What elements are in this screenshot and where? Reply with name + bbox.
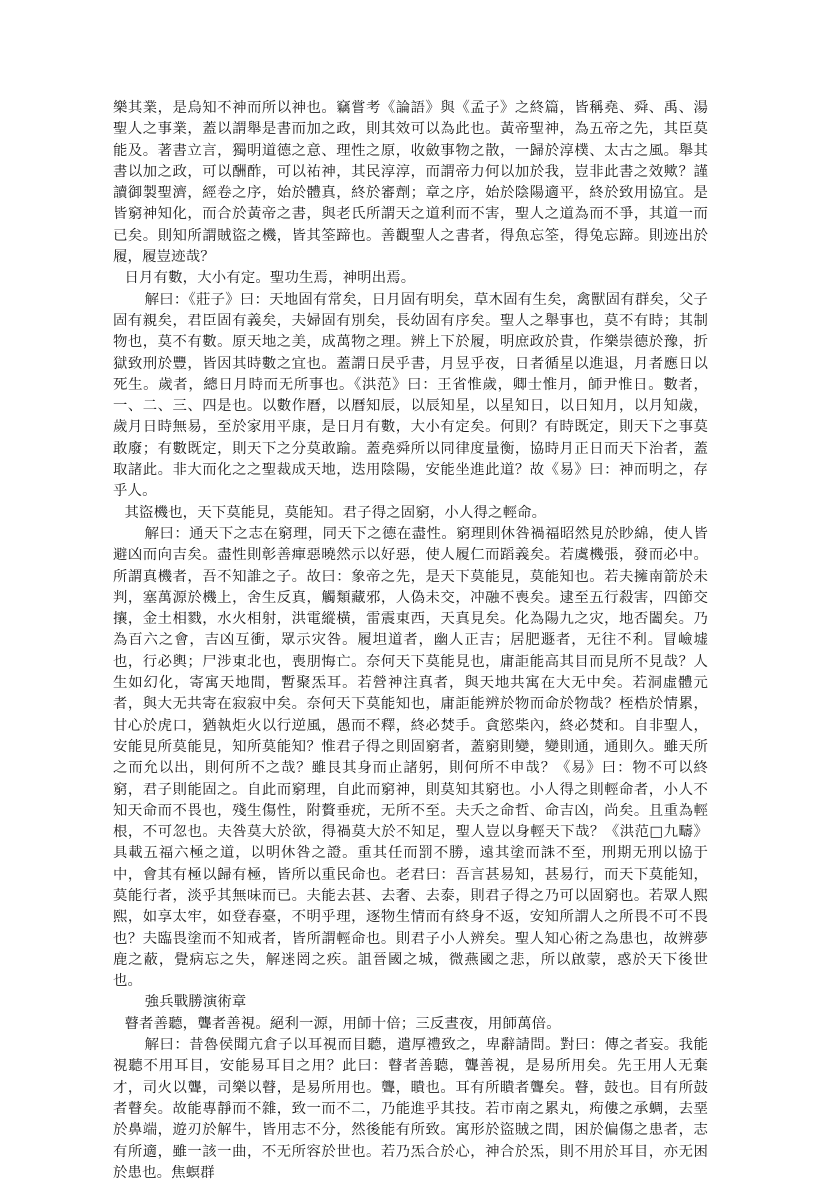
- commentary-stealing-mechanism: 解曰：通天下之志在窮理，同天下之德在盡性。窮理則休咎禍福昭然見於眇綿，使人皆避凶而向吉矣。盡性則彰善癉惡曉然示以好惡，使人履仁而蹈義矣。若虞機張，發而必中。所謂真機者，吾不知誰之子。故曰：象帝之先，是天下莫能見，莫能知也。若夫擁南箭於未判，塞萬源於機上，舍生反真，觸類藏邪，人偽未交，冲融不喪矣。逮至五行殺害，四節交攘，金土相戮，水火相射，洪電縱橫，雷震東西，天真見矣。化為陽九之灾，地否闔矣。乃為百六之會，吉凶互衝，眾示灾咎。履坦道者，幽人正吉；居肥遯者，无往不利。冒嶮墟也，行必輿；尸涉東北也，喪朋悔亡。奈何天下莫能見也，庸詎能高其目而見所不見哉？人生如幻化，寄寓天地間，暫聚炁耳。若營神注真者，與天地共寓在大无中矣。若洞虛體元者，與大无共寄在寂寂中矣。奈何天下莫能知也，庸詎能辨於物而命於物哉？桎梏於情累，甘心於虎口，猶執炬火以行逆風，愚而不釋，終必焚手。貪慾柴內，終必焚和。自非聖人，安能見所莫能見，知所莫能知？惟君子得之則固窮者，蓋窮則變，變則通，通則久。雖天所之而允以出，則何所不之哉？雖艮其身而止諸躬，則何所不申哉？《易》曰：物不可以終窮，君子則能固之。自此而窮理，自此而窮神，則莫知其窮也。小人得之則輕命者，小人不知天命而不畏也，殘生傷性，附贅垂疣，无所不至。夫夭之命哲、命吉凶，尚矣。且重為輕根，不可忽也。夫咎莫大於欲，得禍莫大於不知足，聖人豈以身輕天下哉？《洪范□九疇》具載五福六極之道，以明休咎之證。重其任而罰不勝，遠其塗而誅不至，刑期无刑以協于中，會其有極以歸有極，皆所以重民命也。老君曰：吾言甚易知，甚易行，而天下莫能知，莫能行者，淡乎其無味而已。夫能去甚、去奢、去泰，則君子得之乃可以固窮也。若眾人熙熙，如享太牢，如登春臺，不明乎理，逐物生情而有終身不返，安知所謂人之所畏不可不畏也？夫臨畏塗而不知戒者，皆所謂輕命也。則君子小人辨矣。聖人知心術之為患也，故辨夢鹿之蔽，覺病忘之失，解迷罔之疾。詛晉國之城，微燕國之悲，所以啟蒙，惑於天下後世也。: [113, 525, 708, 990]
- scripture-verse-blind-deaf: 瞽者善聽，聾者善視。絕利一源，用師十倍；三反晝夜，用師萬倍。: [124, 1015, 561, 1032]
- paragraph-intro: 樂其業，是烏知不神而所以神也。竊嘗考《論語》與《孟子》之終篇，皆稱堯、舜、禹、湯聖人之事業，蓋以謂舉是書而加之政，則其效可以為此也。黃帝聖神，為五帝之先，其臣莫能及。著書立言，獨明道德之意、理性之原，收斂事物之散，一歸於淳樸、太古之風。舉其書以加之政，可以酬酢，可以祐神，其民淳淳，而謂帝力何以加於我，豈非此書之效歟？謹讀御製聖濟，經卷之序，始於體真，終於審劑；章之序，始於陰陽適平，終於致用協宜。是皆窮神知化，而合於黃帝之書，與老氏所謂天之道利而不害，聖人之道為而不爭，其道一而已矣。則知所謂賊盜之機，皆其筌蹄也。善觀聖人之書者，得魚忘筌，得兔忘蹄。則迹出於履，履豈迹哉？: [113, 100, 708, 266]
- commentary-blind-deaf: 解曰：昔魯侯聞亢倉子以耳視而目聽，遣厚禮致之，卑辭請問。對曰：傳之者妄。我能視聽不用耳目，安能易耳目之用？此曰：瞽者善聽，聾善視，是易所用矣。先王用人无棄才，司火以聾，司樂以瞽，是易所用也。聾，瞶也。耳有所瞶者聾矣。瞽，鼓也。目有所鼓者瞽矣。故能專靜而不雜，致一而不二，乃能進乎其技。若市南之累丸，痀僂之承蜩，去堊於鼻端，遊刃於解牛，皆用志不分，然後能有所致。寓形於盜賊之間，困於偏傷之患者，志有所適，雖一該一曲，不无所容於世也。若乃炁合於心，神合於炁，則不用於耳目，亦无困於患也。焦螟群: [113, 1037, 708, 1181]
- chapter-heading: 強兵戰勝演術章: [144, 994, 247, 1011]
- scripture-verse-stealing-mechanism: 其盜機也，天下莫能見，莫能知。君子得之固窮，小人得之輕命。: [124, 504, 547, 521]
- scripture-verse-sun-moon: 日月有數，大小有定。聖功生焉，神明出焉。: [124, 270, 416, 287]
- commentary-sun-moon: 解曰：《莊子》曰：天地固有常矣，日月固有明矣，草木固有生矣，禽獸固有群矣，父子固有親矣，君臣固有義矣，夫婦固有別矣，長幼固有序矣。聖人之舉事也，莫不有時；其制物也，莫不有數。原天地之美，成萬物之理。辨上下於履，明庶政於貴，作樂崇德於豫，折獄致刑於豐，皆因其時數之宜也。蓋謂日昃乎書，月昱乎夜，日者循星以進退，月者應日以死生。歲者，總日月時而无所事也。《洪范》曰：王省惟歲，卿士惟月，師尹惟日。數者，一、二、三、四是也。以數作曆，以曆知辰，以辰知星，以星知日，以日知月，以月知歲，歲月日時無易，至於家用平康，是日月有數，大小有定矣。何則？有時既定，則天下之事莫敢廢；有數既定，則天下之分莫敢踰。蓋堯舜所以同律度量衡，協時月正日而天下治者，蓋取諸此。非大而化之之聖裁成天地，迭用陰陽，安能坐進此道？故《易》曰：神而明之，存乎人。: [113, 291, 708, 500]
